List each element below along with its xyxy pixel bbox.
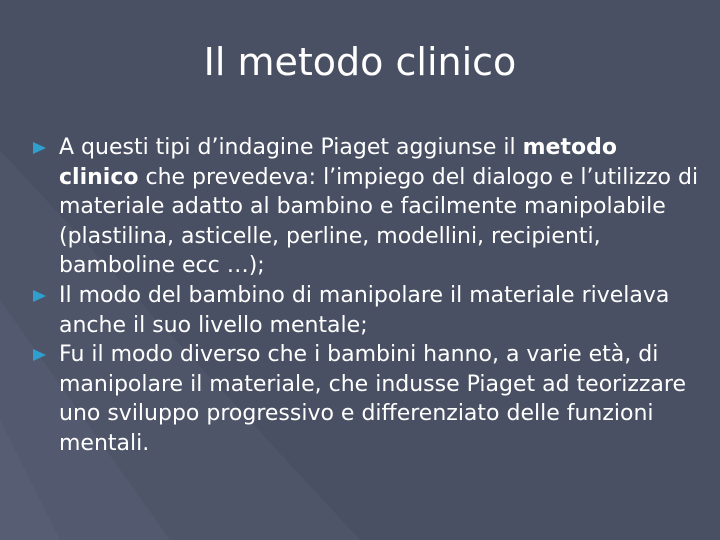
bullet-item (33, 133, 703, 281)
slide-title: Il metodo clinico (203, 40, 517, 84)
bullet-text: Il modo del bambino di manipolare il materiale rivelava anche il suo livello mentale; (59, 282, 670, 338)
bullet-list (33, 133, 703, 459)
right-triangle-bullet-icon (33, 349, 46, 361)
bullet-text-bold: metodo clinico (59, 135, 617, 190)
right-triangle-bullet-icon (33, 290, 46, 302)
bullet-text: Fu il modo diverso che i bambini hanno, a varie età, di manipolare il materiale, che indusse Piaget ad teorizzare uno sviluppo progressivo e differenziato delle funzioni mentali. (59, 342, 687, 456)
bullet-text-before: A questi tipi d’indagine Piaget aggiunse il (59, 135, 523, 160)
bullet-text-after: che prevedeva: l’impiego del dialogo e l’utilizzo di materiale adatto al bambino e facilmente manipolabile (plastilina, asticelle, perline, modellini, recipienti, bamboline ecc …); (59, 164, 699, 279)
bullet-item (33, 340, 703, 458)
bullet-item (33, 281, 703, 340)
right-triangle-bullet-icon (33, 142, 46, 154)
